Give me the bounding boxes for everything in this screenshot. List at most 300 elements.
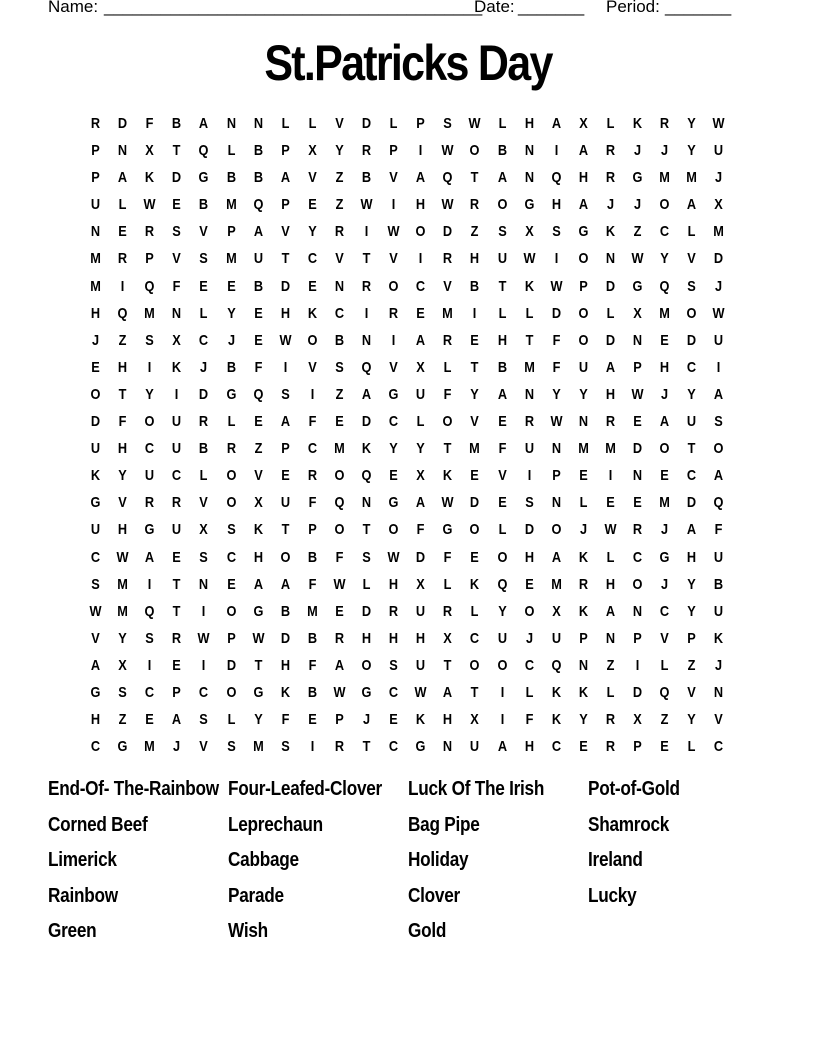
- grid-letter[interactable]: H: [497, 331, 507, 349]
- grid-letter[interactable]: U: [172, 413, 182, 431]
- grid-letter[interactable]: I: [202, 602, 206, 620]
- grid-letter[interactable]: C: [226, 548, 236, 566]
- grid-letter[interactable]: U: [416, 656, 426, 674]
- grid-letter[interactable]: M: [550, 575, 562, 593]
- grid-letter[interactable]: K: [361, 440, 372, 458]
- grid-letter[interactable]: N: [172, 304, 182, 322]
- grid-letter[interactable]: P: [687, 629, 696, 647]
- grid-letter[interactable]: S: [497, 223, 507, 241]
- grid-letter[interactable]: A: [687, 521, 697, 539]
- grid-letter[interactable]: S: [145, 331, 154, 349]
- grid-letter[interactable]: G: [117, 738, 128, 756]
- grid-letter[interactable]: Q: [334, 494, 345, 512]
- grid-letter[interactable]: W: [252, 629, 265, 647]
- grid-letter[interactable]: M: [659, 494, 670, 512]
- grid-letter[interactable]: V: [118, 494, 127, 512]
- grid-letter[interactable]: R: [578, 575, 588, 593]
- grid-letter[interactable]: R: [605, 738, 615, 756]
- grid-letter[interactable]: B: [497, 142, 507, 160]
- grid-letter[interactable]: E: [497, 494, 507, 512]
- grid-letter[interactable]: U: [145, 467, 155, 485]
- grid-letter[interactable]: Y: [579, 385, 588, 403]
- grid-letter[interactable]: S: [443, 115, 453, 132]
- grid-letter[interactable]: V: [714, 711, 724, 729]
- grid-letter[interactable]: R: [361, 277, 372, 295]
- grid-letter[interactable]: E: [253, 304, 263, 322]
- grid-letter[interactable]: F: [443, 385, 452, 403]
- grid-letter[interactable]: W: [89, 602, 102, 620]
- grid-letter[interactable]: U: [90, 440, 101, 458]
- grid-letter[interactable]: L: [687, 738, 696, 756]
- grid-letter[interactable]: M: [306, 602, 318, 620]
- grid-letter[interactable]: E: [633, 413, 642, 431]
- grid-letter[interactable]: M: [117, 575, 128, 593]
- grid-letter[interactable]: H: [470, 250, 480, 268]
- grid-letter[interactable]: H: [280, 304, 290, 322]
- grid-letter[interactable]: Y: [687, 385, 696, 403]
- grid-letter[interactable]: A: [145, 548, 155, 566]
- grid-letter[interactable]: V: [308, 358, 317, 376]
- grid-letter[interactable]: P: [633, 738, 642, 756]
- grid-letter[interactable]: H: [524, 548, 534, 566]
- grid-letter[interactable]: E: [226, 575, 236, 593]
- grid-letter[interactable]: P: [91, 142, 100, 160]
- grid-letter[interactable]: N: [578, 656, 588, 674]
- grid-letter[interactable]: L: [227, 142, 235, 160]
- grid-letter[interactable]: P: [280, 142, 290, 160]
- grid-letter[interactable]: B: [714, 575, 724, 593]
- grid-letter[interactable]: E: [335, 413, 344, 431]
- grid-letter[interactable]: N: [605, 250, 615, 268]
- grid-letter[interactable]: L: [199, 467, 208, 485]
- grid-letter[interactable]: X: [308, 142, 317, 160]
- grid-letter[interactable]: H: [416, 629, 426, 647]
- grid-letter[interactable]: N: [90, 223, 101, 241]
- grid-letter[interactable]: V: [687, 683, 696, 701]
- grid-letter[interactable]: O: [280, 548, 291, 566]
- grid-letter[interactable]: F: [308, 656, 317, 674]
- grid-letter[interactable]: T: [362, 250, 371, 268]
- grid-letter[interactable]: A: [90, 656, 101, 674]
- grid-letter[interactable]: L: [687, 223, 696, 241]
- grid-letter[interactable]: Q: [713, 494, 724, 512]
- grid-letter[interactable]: A: [117, 169, 128, 187]
- grid-letter[interactable]: O: [334, 467, 345, 485]
- grid-letter[interactable]: U: [497, 250, 507, 268]
- grid-letter[interactable]: Z: [606, 656, 615, 674]
- grid-letter[interactable]: J: [200, 358, 208, 376]
- grid-letter[interactable]: X: [416, 575, 425, 593]
- grid-letter[interactable]: N: [578, 413, 588, 431]
- grid-letter[interactable]: B: [497, 358, 507, 376]
- grid-letter[interactable]: F: [416, 521, 425, 539]
- grid-letter[interactable]: H: [605, 575, 615, 593]
- grid-letter[interactable]: U: [416, 602, 426, 620]
- grid-letter[interactable]: D: [551, 304, 561, 322]
- grid-letter[interactable]: O: [226, 683, 236, 701]
- grid-letter[interactable]: B: [226, 358, 236, 376]
- grid-letter[interactable]: E: [308, 196, 317, 214]
- grid-letter[interactable]: D: [361, 413, 372, 431]
- grid-letter[interactable]: J: [661, 142, 669, 160]
- grid-letter[interactable]: I: [473, 304, 477, 322]
- grid-letter[interactable]: L: [443, 575, 452, 593]
- grid-letter[interactable]: E: [606, 494, 615, 512]
- grid-letter[interactable]: L: [498, 521, 506, 539]
- grid-letter[interactable]: O: [659, 440, 670, 458]
- grid-letter[interactable]: P: [579, 277, 588, 295]
- grid-letter[interactable]: J: [661, 521, 669, 539]
- grid-letter[interactable]: R: [632, 521, 643, 539]
- grid-letter[interactable]: E: [660, 467, 669, 485]
- grid-letter[interactable]: B: [226, 169, 236, 187]
- grid-letter[interactable]: B: [199, 196, 209, 214]
- grid-letter[interactable]: S: [524, 494, 534, 512]
- grid-letter[interactable]: H: [687, 548, 697, 566]
- grid-letter[interactable]: P: [308, 521, 317, 539]
- grid-letter[interactable]: H: [90, 304, 101, 322]
- grid-letter[interactable]: X: [470, 711, 480, 729]
- grid-letter[interactable]: Y: [660, 250, 669, 268]
- grid-letter[interactable]: K: [551, 683, 561, 701]
- grid-letter[interactable]: E: [389, 467, 398, 485]
- grid-letter[interactable]: S: [172, 223, 182, 241]
- grid-letter[interactable]: A: [280, 169, 290, 187]
- grid-letter[interactable]: H: [117, 521, 128, 539]
- grid-letter[interactable]: N: [226, 115, 236, 132]
- grid-letter[interactable]: O: [686, 304, 697, 322]
- grid-letter[interactable]: O: [307, 331, 318, 349]
- grid-letter[interactable]: E: [118, 223, 127, 241]
- grid-letter[interactable]: I: [527, 467, 531, 485]
- grid-letter[interactable]: G: [144, 521, 155, 539]
- grid-letter[interactable]: L: [416, 413, 425, 431]
- grid-letter[interactable]: T: [362, 521, 371, 539]
- grid-letter[interactable]: N: [443, 738, 453, 756]
- grid-letter[interactable]: U: [578, 358, 588, 376]
- grid-letter[interactable]: O: [632, 575, 643, 593]
- grid-letter[interactable]: Y: [118, 467, 127, 485]
- grid-letter[interactable]: T: [172, 142, 181, 160]
- grid-letter[interactable]: E: [416, 304, 425, 322]
- grid-letter[interactable]: O: [226, 494, 236, 512]
- grid-letter[interactable]: Q: [361, 467, 372, 485]
- grid-letter[interactable]: C: [524, 656, 534, 674]
- grid-letter[interactable]: I: [608, 467, 613, 485]
- grid-letter[interactable]: V: [660, 629, 669, 647]
- grid-letter[interactable]: P: [389, 142, 398, 160]
- grid-letter[interactable]: F: [552, 358, 561, 376]
- grid-letter[interactable]: K: [632, 115, 643, 132]
- grid-letter[interactable]: L: [498, 115, 506, 132]
- grid-letter[interactable]: O: [659, 196, 670, 214]
- grid-letter[interactable]: L: [227, 413, 235, 431]
- grid-letter[interactable]: C: [199, 331, 209, 349]
- grid-letter[interactable]: O: [713, 440, 724, 458]
- grid-letter[interactable]: A: [361, 385, 372, 403]
- grid-letter[interactable]: C: [307, 250, 317, 268]
- grid-letter[interactable]: B: [253, 169, 263, 187]
- grid-letter[interactable]: B: [253, 277, 263, 295]
- grid-letter[interactable]: W: [333, 683, 346, 701]
- grid-letter[interactable]: I: [554, 250, 558, 268]
- grid-letter[interactable]: O: [469, 521, 480, 539]
- grid-letter[interactable]: B: [172, 115, 182, 132]
- grid-letter[interactable]: C: [687, 467, 697, 485]
- grid-letter[interactable]: G: [632, 277, 643, 295]
- grid-letter[interactable]: M: [659, 304, 670, 322]
- grid-letter[interactable]: F: [443, 548, 452, 566]
- grid-letter[interactable]: R: [172, 494, 182, 512]
- grid-letter[interactable]: H: [524, 115, 534, 132]
- grid-letter[interactable]: V: [470, 413, 480, 431]
- grid-letter[interactable]: C: [90, 548, 101, 566]
- grid-letter[interactable]: L: [199, 304, 208, 322]
- grid-letter[interactable]: N: [524, 169, 534, 187]
- grid-letter[interactable]: H: [605, 385, 615, 403]
- grid-letter[interactable]: L: [606, 548, 615, 566]
- grid-letter[interactable]: F: [552, 331, 561, 349]
- grid-letter[interactable]: Q: [659, 277, 670, 295]
- grid-letter[interactable]: U: [90, 521, 101, 539]
- grid-letter[interactable]: Q: [442, 169, 453, 187]
- grid-letter[interactable]: U: [416, 385, 426, 403]
- grid-letter[interactable]: W: [414, 683, 427, 701]
- grid-letter[interactable]: R: [334, 223, 344, 241]
- grid-letter[interactable]: S: [118, 683, 127, 701]
- grid-letter[interactable]: Z: [335, 385, 344, 403]
- grid-letter[interactable]: D: [714, 250, 724, 268]
- grid-letter[interactable]: M: [523, 358, 535, 376]
- grid-letter[interactable]: U: [714, 331, 724, 349]
- grid-letter[interactable]: I: [391, 196, 396, 214]
- grid-letter[interactable]: E: [308, 277, 317, 295]
- grid-letter[interactable]: K: [416, 711, 426, 729]
- grid-letter[interactable]: D: [605, 331, 615, 349]
- grid-letter[interactable]: X: [416, 467, 425, 485]
- grid-letter[interactable]: M: [334, 440, 345, 458]
- grid-letter[interactable]: A: [714, 467, 724, 485]
- grid-letter[interactable]: F: [308, 494, 317, 512]
- grid-letter[interactable]: W: [197, 629, 210, 647]
- grid-letter[interactable]: M: [225, 196, 237, 214]
- grid-letter[interactable]: Y: [253, 711, 263, 729]
- grid-letter[interactable]: W: [279, 331, 292, 349]
- name-blank-line[interactable]: ________________________________________: [104, 0, 483, 16]
- grid-letter[interactable]: R: [226, 440, 236, 458]
- grid-letter[interactable]: G: [388, 385, 399, 403]
- grid-letter[interactable]: H: [578, 169, 588, 187]
- grid-letter[interactable]: X: [633, 304, 642, 322]
- grid-letter[interactable]: A: [497, 169, 507, 187]
- grid-letter[interactable]: J: [579, 521, 587, 539]
- grid-letter[interactable]: R: [605, 169, 615, 187]
- grid-letter[interactable]: I: [554, 142, 558, 160]
- grid-letter[interactable]: N: [253, 115, 263, 132]
- grid-letter[interactable]: P: [335, 711, 344, 729]
- grid-letter[interactable]: C: [145, 683, 155, 701]
- grid-letter[interactable]: O: [334, 521, 345, 539]
- grid-letter[interactable]: G: [226, 385, 236, 403]
- grid-letter[interactable]: Z: [687, 656, 696, 674]
- grid-letter[interactable]: M: [577, 440, 589, 458]
- grid-letter[interactable]: S: [362, 548, 371, 566]
- grid-letter[interactable]: T: [281, 521, 290, 539]
- grid-letter[interactable]: D: [632, 440, 643, 458]
- grid-letter[interactable]: G: [253, 602, 264, 620]
- grid-letter[interactable]: B: [253, 142, 263, 160]
- grid-letter[interactable]: M: [225, 250, 237, 268]
- grid-letter[interactable]: O: [497, 548, 507, 566]
- grid-letter[interactable]: R: [388, 602, 399, 620]
- grid-letter[interactable]: U: [687, 413, 697, 431]
- grid-letter[interactable]: I: [147, 358, 152, 376]
- grid-letter[interactable]: W: [550, 413, 563, 431]
- grid-letter[interactable]: T: [443, 656, 452, 674]
- grid-letter[interactable]: K: [145, 169, 155, 187]
- grid-letter[interactable]: C: [388, 738, 399, 756]
- grid-letter[interactable]: I: [310, 385, 315, 403]
- grid-letter[interactable]: N: [551, 440, 561, 458]
- grid-letter[interactable]: V: [199, 223, 209, 241]
- grid-letter[interactable]: T: [118, 385, 127, 403]
- grid-letter[interactable]: R: [443, 250, 453, 268]
- grid-letter[interactable]: K: [307, 304, 317, 322]
- grid-letter[interactable]: W: [631, 250, 644, 268]
- grid-letter[interactable]: S: [389, 656, 398, 674]
- grid-letter[interactable]: H: [280, 656, 290, 674]
- grid-letter[interactable]: O: [578, 250, 589, 268]
- grid-letter[interactable]: D: [280, 277, 290, 295]
- grid-letter[interactable]: E: [389, 711, 398, 729]
- grid-letter[interactable]: I: [147, 656, 152, 674]
- grid-letter[interactable]: A: [253, 575, 263, 593]
- grid-letter[interactable]: A: [605, 602, 615, 620]
- grid-letter[interactable]: D: [687, 331, 697, 349]
- grid-letter[interactable]: S: [335, 358, 344, 376]
- grid-letter[interactable]: X: [579, 115, 588, 132]
- grid-letter[interactable]: L: [227, 711, 235, 729]
- grid-letter[interactable]: A: [605, 358, 615, 376]
- grid-letter[interactable]: H: [388, 629, 399, 647]
- grid-letter[interactable]: O: [551, 521, 562, 539]
- grid-letter[interactable]: V: [497, 467, 507, 485]
- grid-letter[interactable]: W: [523, 250, 536, 268]
- grid-letter[interactable]: C: [659, 602, 670, 620]
- grid-letter[interactable]: L: [660, 656, 669, 674]
- grid-letter[interactable]: X: [714, 196, 724, 214]
- grid-letter[interactable]: A: [416, 169, 426, 187]
- grid-letter[interactable]: B: [470, 277, 480, 295]
- grid-letter[interactable]: P: [551, 467, 561, 485]
- period-blank-line[interactable]: _______: [665, 0, 732, 16]
- grid-letter[interactable]: K: [578, 683, 588, 701]
- grid-letter[interactable]: E: [660, 738, 669, 756]
- grid-letter[interactable]: A: [687, 196, 697, 214]
- grid-letter[interactable]: Y: [687, 711, 696, 729]
- grid-letter[interactable]: A: [280, 575, 290, 593]
- grid-letter[interactable]: K: [578, 548, 588, 566]
- grid-letter[interactable]: O: [90, 385, 101, 403]
- grid-letter[interactable]: V: [172, 250, 182, 268]
- grid-letter[interactable]: P: [226, 223, 236, 241]
- grid-letter[interactable]: M: [90, 277, 101, 295]
- grid-letter[interactable]: Q: [253, 385, 264, 403]
- grid-letter[interactable]: H: [253, 548, 263, 566]
- grid-letter[interactable]: W: [333, 575, 346, 593]
- grid-letter[interactable]: R: [443, 331, 453, 349]
- grid-letter[interactable]: G: [90, 683, 101, 701]
- grid-letter[interactable]: A: [416, 331, 426, 349]
- grid-letter[interactable]: W: [360, 196, 373, 214]
- grid-letter[interactable]: I: [418, 142, 423, 160]
- grid-letter[interactable]: A: [551, 115, 561, 132]
- grid-letter[interactable]: Z: [470, 223, 479, 241]
- grid-letter[interactable]: O: [442, 413, 453, 431]
- grid-letter[interactable]: U: [714, 548, 724, 566]
- grid-letter[interactable]: O: [497, 196, 507, 214]
- grid-letter[interactable]: E: [172, 656, 182, 674]
- grid-letter[interactable]: A: [578, 196, 588, 214]
- grid-letter[interactable]: E: [497, 413, 507, 431]
- grid-letter[interactable]: N: [524, 385, 534, 403]
- grid-letter[interactable]: K: [551, 711, 561, 729]
- grid-letter[interactable]: R: [470, 196, 480, 214]
- grid-letter[interactable]: H: [443, 711, 453, 729]
- grid-letter[interactable]: J: [227, 331, 235, 349]
- grid-letter[interactable]: K: [524, 277, 534, 295]
- grid-letter[interactable]: B: [307, 548, 317, 566]
- grid-letter[interactable]: E: [579, 738, 588, 756]
- grid-letter[interactable]: E: [91, 358, 100, 376]
- grid-letter[interactable]: E: [280, 467, 290, 485]
- grid-letter[interactable]: E: [172, 196, 182, 214]
- grid-letter[interactable]: N: [605, 629, 615, 647]
- grid-letter[interactable]: R: [361, 142, 372, 160]
- grid-letter[interactable]: H: [90, 711, 101, 729]
- grid-letter[interactable]: G: [524, 196, 535, 214]
- grid-letter[interactable]: V: [389, 250, 398, 268]
- grid-letter[interactable]: T: [281, 250, 290, 268]
- grid-letter[interactable]: O: [388, 521, 399, 539]
- grid-letter[interactable]: G: [90, 494, 101, 512]
- grid-letter[interactable]: U: [470, 738, 480, 756]
- grid-letter[interactable]: O: [361, 656, 372, 674]
- grid-letter[interactable]: T: [362, 738, 371, 756]
- grid-letter[interactable]: A: [253, 223, 263, 241]
- grid-letter[interactable]: J: [715, 656, 723, 674]
- grid-letter[interactable]: Y: [226, 304, 236, 322]
- grid-letter[interactable]: D: [90, 413, 101, 431]
- grid-letter[interactable]: M: [469, 440, 481, 458]
- grid-letter[interactable]: H: [117, 440, 128, 458]
- grid-letter[interactable]: V: [389, 358, 398, 376]
- grid-letter[interactable]: L: [362, 575, 371, 593]
- grid-letter[interactable]: N: [524, 142, 534, 160]
- grid-letter[interactable]: N: [117, 142, 128, 160]
- grid-letter[interactable]: Y: [551, 385, 561, 403]
- grid-letter[interactable]: P: [172, 683, 182, 701]
- grid-letter[interactable]: R: [524, 413, 534, 431]
- grid-letter[interactable]: A: [714, 385, 724, 403]
- grid-letter[interactable]: R: [199, 413, 209, 431]
- grid-letter[interactable]: K: [253, 521, 263, 539]
- grid-letter[interactable]: Q: [551, 169, 562, 187]
- grid-letter[interactable]: S: [687, 277, 696, 295]
- grid-letter[interactable]: R: [605, 413, 615, 431]
- grid-letter[interactable]: M: [144, 738, 155, 756]
- grid-letter[interactable]: G: [415, 738, 426, 756]
